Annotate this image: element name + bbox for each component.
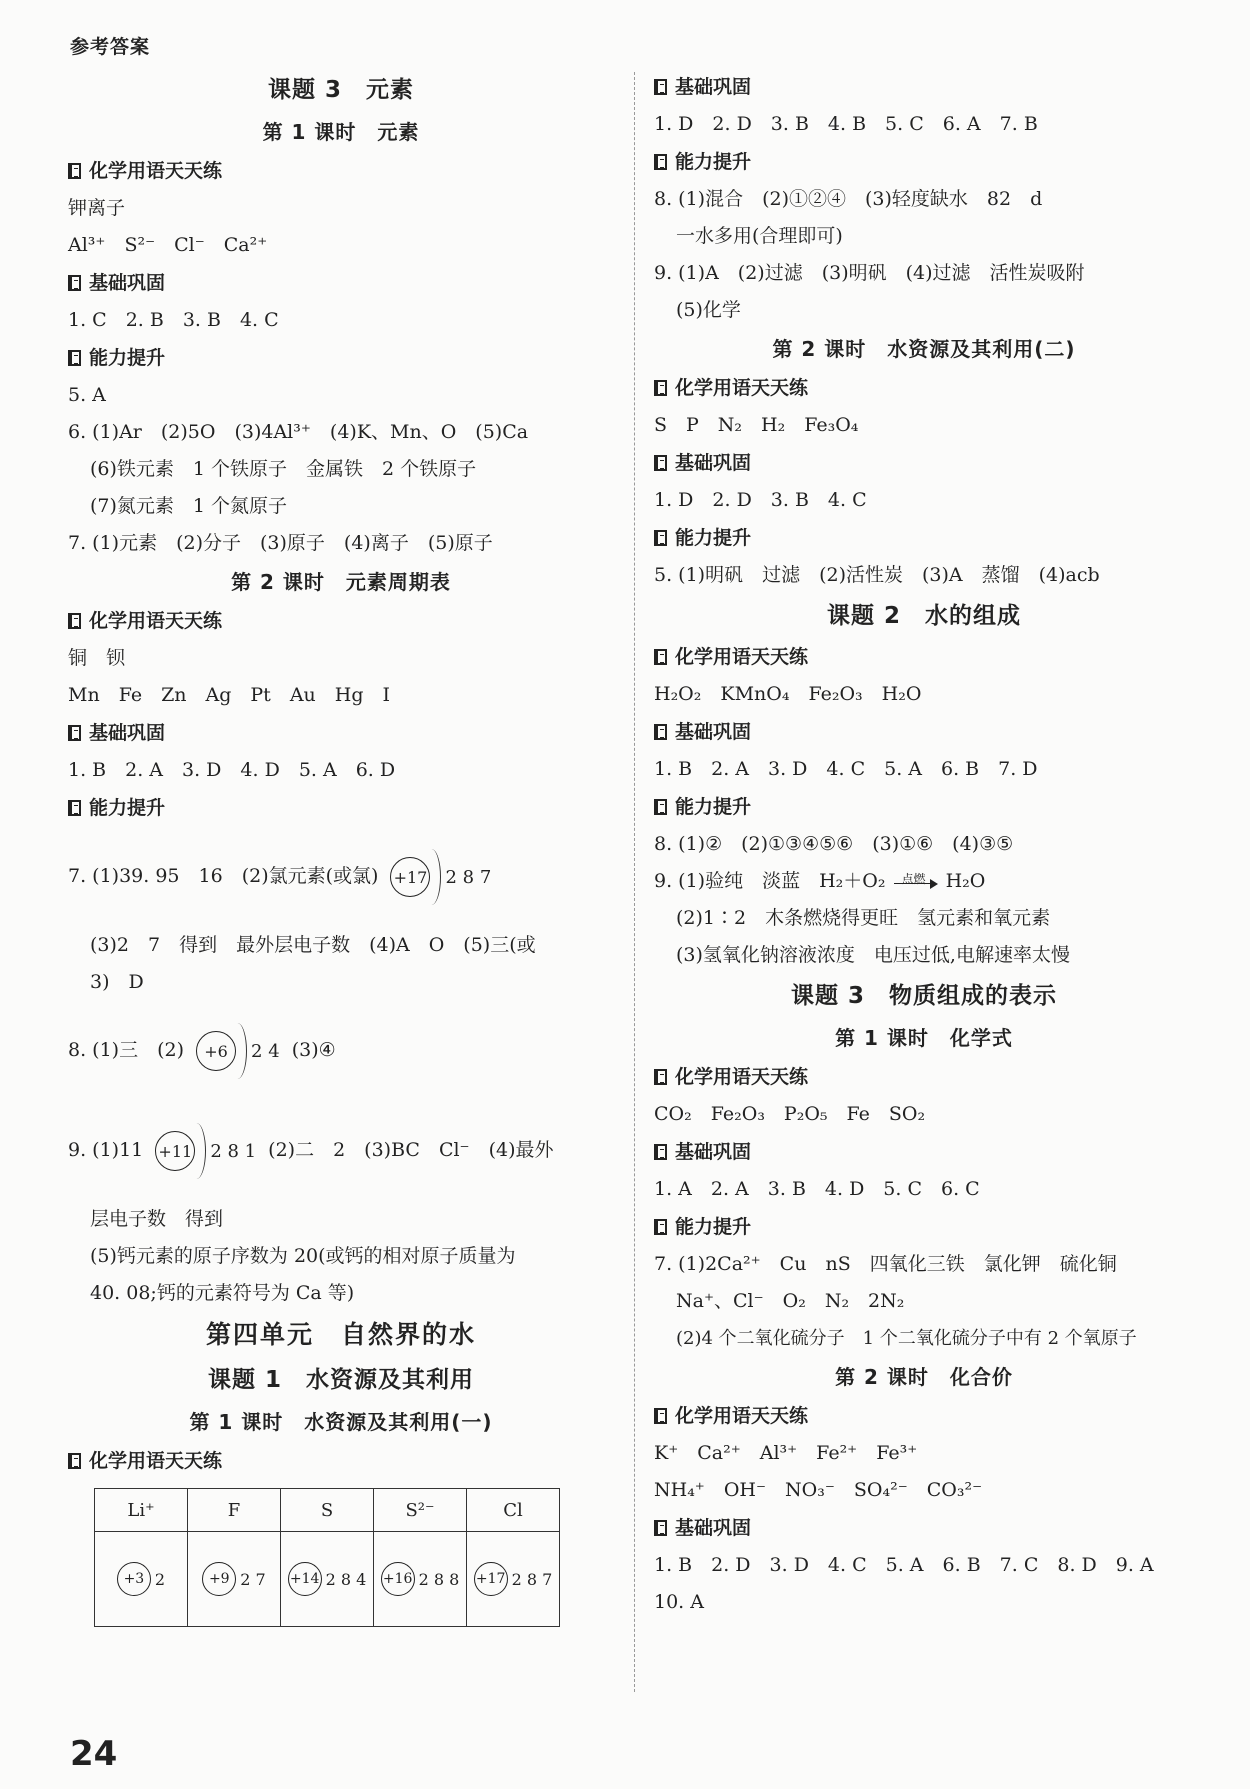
book-icon — [654, 799, 667, 815]
answer-line: (2)1∶2 木条燃烧得更旺 氢元素和氧元素 — [676, 907, 1051, 929]
table-cell — [188, 1532, 281, 1627]
answer-line: 7. (1)39. 95 16 (2)氯元素(或氯) +17 2 8 7 — [68, 849, 614, 905]
answer-line: Na⁺、Cl⁻ O₂ N₂ 2N₂ — [676, 1290, 905, 1312]
section-heading: 基础巩固 — [654, 444, 1194, 482]
answer-line: (7)氮元素 1 个氮原子 — [90, 495, 288, 517]
answer-line: (2)4 个二氧化硫分子 1 个二氧化硫分子中有 2 个氧原子 — [676, 1328, 1137, 1349]
table-cell — [281, 1532, 374, 1627]
answer-line: CO₂ Fe₂O₃ P₂O₅ Fe SO₂ — [654, 1103, 926, 1125]
atom-structure-diagram — [196, 1023, 280, 1079]
atom-structure-diagram: +9 2 7 — [202, 1562, 265, 1596]
page-number: 24 — [70, 1734, 118, 1774]
book-icon — [654, 455, 667, 471]
book-icon — [654, 1408, 667, 1424]
book-icon — [68, 1453, 81, 1469]
book-icon — [68, 275, 81, 291]
lesson-title: 课题 3 元素 — [267, 77, 414, 103]
answer-line: K⁺ Ca²⁺ Al³⁺ Fe²⁺ Fe³⁺ — [654, 1442, 918, 1464]
answer-line: 3) D — [90, 971, 144, 993]
section-heading: 基础巩固 — [68, 264, 614, 302]
book-icon — [654, 1144, 667, 1160]
book-icon — [68, 163, 81, 179]
answer-line: 5. (1)明矾 过滤 (2)活性炭 (3)A 蒸馏 (4)acb — [654, 564, 1100, 586]
answer-line: (3)氢氧化钠溶液浓度 电压过低,电解速率太慢 — [676, 944, 1070, 966]
atom-structure-diagram: +16 2 8 8 — [381, 1562, 460, 1596]
session-title: 第 2 课时 化合价 — [835, 1365, 1013, 1389]
answer-line: 8. (1)② (2)①③④⑤⑥ (3)①⑥ (4)③⑤ — [654, 833, 1014, 855]
atom-structure-diagram — [390, 849, 491, 905]
page-header: 参考答案 — [70, 36, 151, 58]
session-title: 第 2 课时 元素周期表 — [231, 570, 451, 594]
section-heading: 化学用语天天练 — [654, 638, 1194, 676]
answer-line: 层电子数 得到 — [90, 1208, 224, 1230]
session-title: 第 1 课时 水资源及其利用(一) — [189, 1410, 493, 1434]
answer-line: 钾离子 — [68, 197, 126, 219]
answer-line: 10. A — [654, 1591, 704, 1613]
section-heading: 化学用语天天练 — [654, 369, 1194, 407]
left-column — [68, 68, 614, 1627]
nucleus: +6 — [196, 1031, 236, 1071]
answer-line: 9. (1)11 +11 2 8 1 (2)二 2 (3)BC Cl⁻ (4)最外 — [68, 1123, 614, 1179]
section-heading: 能力提升 — [654, 788, 1194, 826]
answer-line: H₂O₂ KMnO₄ Fe₂O₃ H₂O — [654, 683, 922, 705]
right-column — [654, 68, 1194, 1621]
column-divider — [634, 72, 635, 1692]
book-icon — [654, 154, 667, 170]
answer-line: 1. C 2. B 3. B 4. C — [68, 309, 279, 331]
section-heading: 能力提升 — [654, 143, 1194, 181]
nucleus: +17 — [390, 857, 430, 897]
book-icon — [68, 350, 81, 366]
electron-shells: 2 4 — [251, 1040, 280, 1062]
table-header-cell: S — [281, 1489, 374, 1532]
book-icon — [654, 649, 667, 665]
answer-line: 1. D 2. D 3. B 4. C — [654, 489, 867, 511]
answer-line: Mn Fe Zn Ag Pt Au Hg I — [68, 684, 391, 706]
answer-line: 1. D 2. D 3. B 4. B 5. C 6. A 7. B — [654, 113, 1038, 135]
answer-line: 5. A — [68, 384, 106, 406]
reaction-condition: 点燃 — [901, 872, 926, 886]
answer-line: (3)2 7 得到 最外层电子数 (4)A O (5)三(或 — [90, 934, 536, 956]
section-heading: 基础巩固 — [654, 713, 1194, 751]
answer-line: 1. A 2. A 3. B 4. D 5. C 6. C — [654, 1178, 980, 1200]
atom-structure-diagram: +17 2 8 7 — [474, 1562, 553, 1596]
answer-line: (5)钙元素的原子序数为 20(或钙的相对原子质量为 — [90, 1245, 516, 1267]
table-header-cell: S²⁻ — [374, 1489, 467, 1532]
electron-shells: 2 8 7 — [445, 866, 492, 888]
session-title: 第 2 课时 水资源及其利用(二) — [772, 337, 1076, 361]
table-cell — [467, 1532, 560, 1627]
section-heading: 基础巩固 — [68, 714, 614, 752]
ion-structure-table — [94, 1488, 560, 1627]
book-icon — [68, 725, 81, 741]
answer-line: 铜 钡 — [68, 647, 126, 669]
lesson-title: 课题 3 物质组成的表示 — [790, 983, 1057, 1009]
unit-title: 第四单元 自然界的水 — [205, 1320, 476, 1349]
answer-line: 8. (1)混合 (2)①②④ (3)轻度缺水 82 d — [654, 188, 1043, 210]
reaction-arrow — [894, 873, 938, 891]
book-icon — [654, 530, 667, 546]
answer-line: 1. B 2. A 3. D 4. C 5. A 6. B 7. D — [654, 758, 1038, 780]
table-header-cell: F — [188, 1489, 281, 1532]
section-heading: 能力提升 — [654, 1208, 1194, 1246]
electron-shells: 2 8 1 — [210, 1140, 257, 1162]
section-heading: 化学用语天天练 — [68, 152, 614, 190]
section-heading: 基础巩固 — [654, 1509, 1194, 1547]
section-heading: 基础巩固 — [654, 1133, 1194, 1171]
answer-line: 1. B 2. D 3. D 4. C 5. A 6. B 7. C 8. D 9. A — [654, 1554, 1154, 1576]
lesson-title: 课题 1 水资源及其利用 — [207, 1367, 474, 1393]
answer-line: 8. (1)三 (2) +6 2 4 (3)④ — [68, 1023, 614, 1079]
book-icon — [68, 800, 81, 816]
section-heading: 化学用语天天练 — [654, 1397, 1194, 1435]
table-cell — [374, 1532, 467, 1627]
answer-line: Al³⁺ S²⁻ Cl⁻ Ca²⁺ — [68, 234, 268, 256]
answer-line: 一水多用(合理即可) — [676, 225, 843, 247]
book-icon — [654, 724, 667, 740]
answer-line: 40. 08;钙的元素符号为 Ca 等) — [90, 1282, 355, 1304]
book-icon — [654, 79, 667, 95]
section-heading: 基础巩固 — [654, 68, 1194, 106]
answer-line: 6. (1)Ar (2)5O (3)4Al³⁺ (4)K、Mn、O (5)Ca — [68, 421, 529, 443]
answer-line: (6)铁元素 1 个铁原子 金属铁 2 个铁原子 — [90, 458, 477, 480]
book-icon — [68, 613, 81, 629]
section-heading: 能力提升 — [68, 339, 614, 377]
section-heading: 化学用语天天练 — [654, 1058, 1194, 1096]
answer-line: S P N₂ H₂ Fe₃O₄ — [654, 414, 859, 436]
atom-structure-diagram — [155, 1123, 256, 1179]
book-icon — [654, 1069, 667, 1085]
book-icon — [654, 1219, 667, 1235]
session-title: 第 1 课时 化学式 — [835, 1026, 1013, 1050]
section-heading: 化学用语天天练 — [68, 1442, 614, 1480]
answer-line: 7. (1)2Ca²⁺ Cu nS 四氧化三铁 氯化钾 硫化铜 — [654, 1253, 1117, 1275]
table-header-cell: Li⁺ — [95, 1489, 188, 1532]
table-cell — [95, 1532, 188, 1627]
book-icon — [654, 380, 667, 396]
section-heading: 化学用语天天练 — [68, 602, 614, 640]
atom-structure-diagram: +3 2 — [117, 1562, 165, 1596]
atom-structure-diagram: +14 2 8 4 — [288, 1562, 367, 1596]
table-header-cell: Cl — [467, 1489, 560, 1532]
answer-line: 9. (1)验纯 淡蓝 H₂＋O₂ 点燃 H₂O — [654, 863, 1194, 900]
answer-line: 7. (1)元素 (2)分子 (3)原子 (4)离子 (5)原子 — [68, 532, 493, 554]
section-heading: 能力提升 — [654, 519, 1194, 557]
answer-line: NH₄⁺ OH⁻ NO₃⁻ SO₄²⁻ CO₃²⁻ — [654, 1479, 983, 1501]
answer-line: 1. B 2. A 3. D 4. D 5. A 6. D — [68, 759, 396, 781]
answer-line: 9. (1)A (2)过滤 (3)明矾 (4)过滤 活性炭吸附 — [654, 262, 1085, 284]
nucleus: +11 — [155, 1131, 195, 1171]
book-icon — [654, 1520, 667, 1536]
answer-line: (5)化学 — [676, 299, 741, 321]
section-heading: 能力提升 — [68, 789, 614, 827]
session-title: 第 1 课时 元素 — [262, 120, 420, 144]
lesson-title: 课题 2 水的组成 — [826, 603, 1021, 629]
